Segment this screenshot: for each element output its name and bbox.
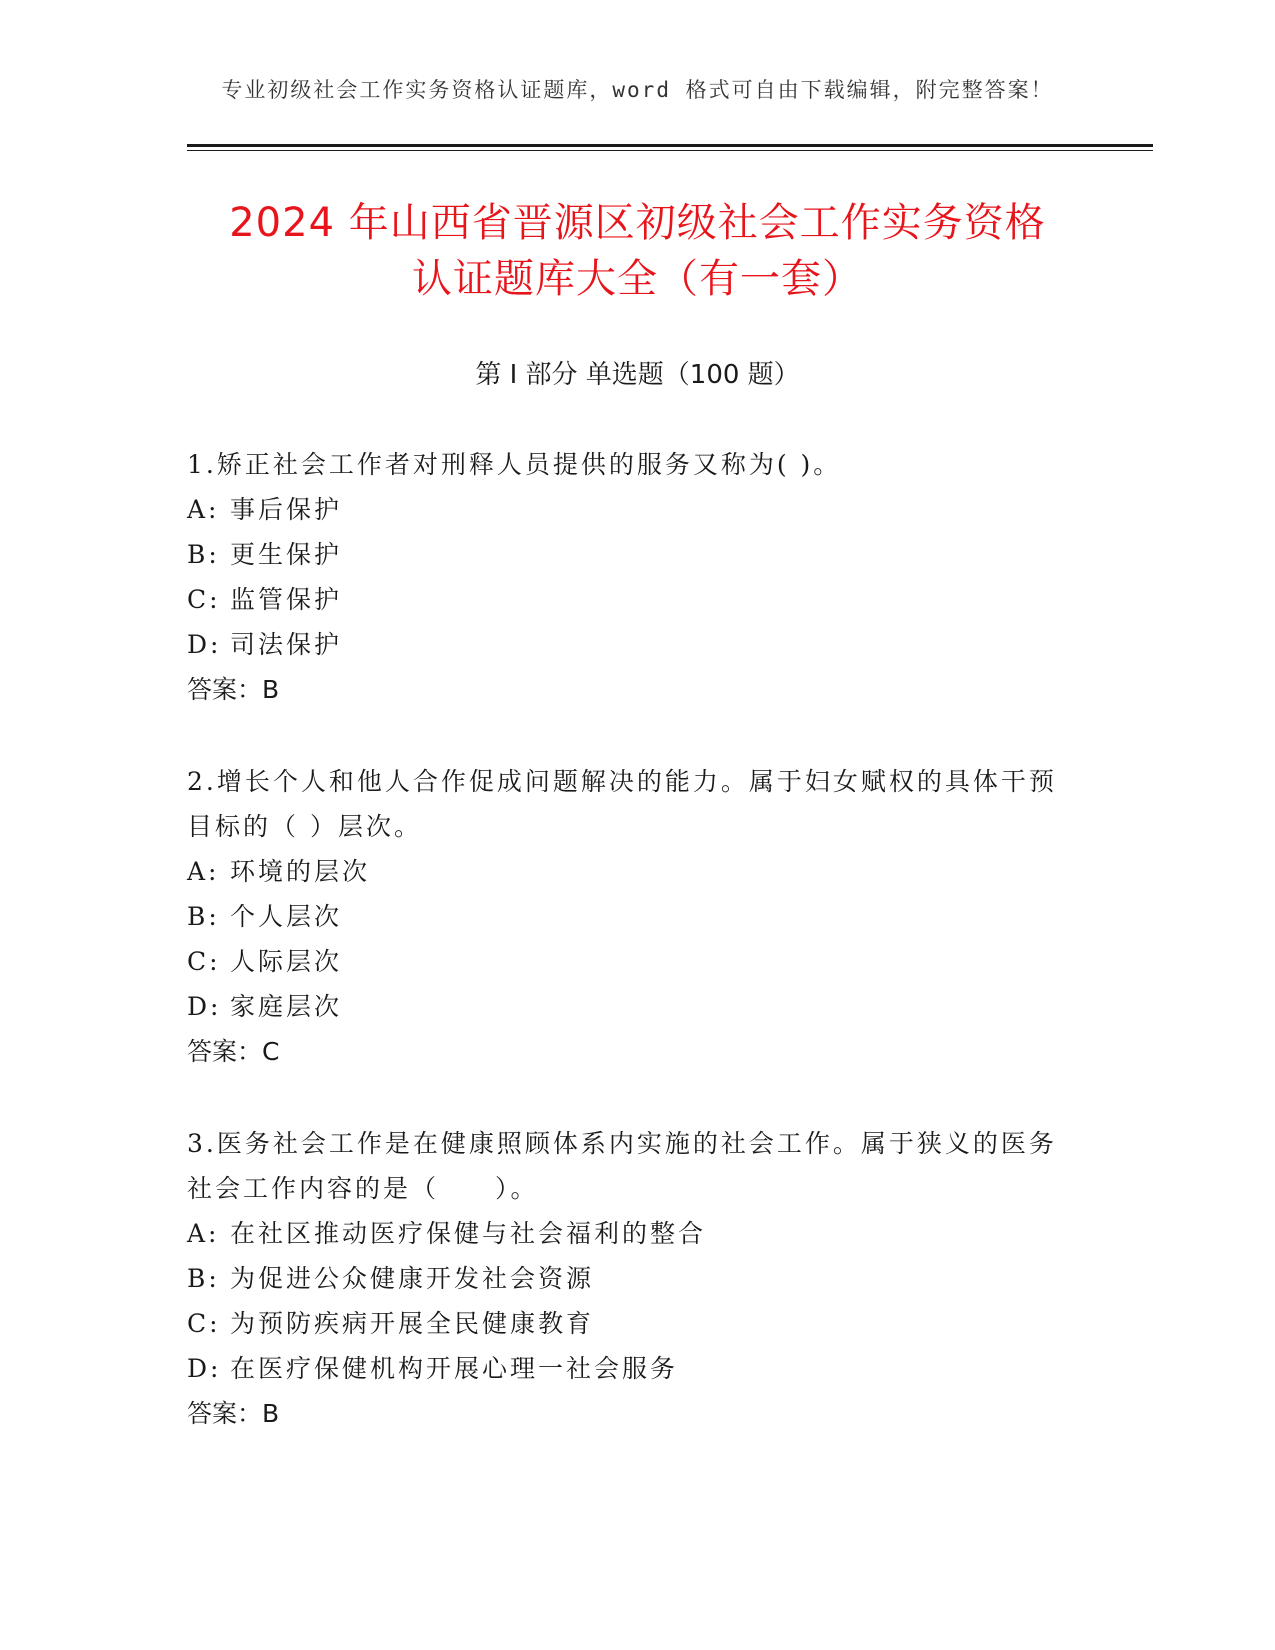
document-title-line-2: 认证题库大全（有一套） (412, 256, 863, 302)
option-key: C: (187, 1309, 221, 1338)
option-key: D: (187, 1354, 222, 1383)
option-text: 个人层次 (230, 902, 343, 931)
question-2 (187, 759, 1067, 1075)
option-d (187, 1346, 1067, 1391)
option-text: 司法保护 (230, 630, 343, 659)
option-a (187, 487, 1067, 532)
option-key: C: (187, 947, 221, 976)
option-c (187, 939, 1067, 984)
option-d (187, 984, 1067, 1029)
option-text: 更生保护 (230, 540, 343, 569)
option-a (187, 849, 1067, 894)
header-rule-thick (187, 144, 1153, 147)
question-stem: 2.增长个人和他人合作促成问题解决的能力。属于妇女赋权的具体干预目标的（ ）层次。 (187, 767, 1057, 841)
question-stem: 1.矫正社会工作者对刑释人员提供的服务又称为( )。 (187, 450, 842, 479)
document-title-line-1: 2024 年山西省晋源区初级社会工作实务资格 (229, 200, 1046, 246)
question-stem: 3.医务社会工作是在健康照顾体系内实施的社会工作。属于狭义的医务社会工作内容的是（ ）。 (187, 1129, 1057, 1203)
option-key: A: (187, 1219, 220, 1248)
option-key: B: (187, 902, 220, 931)
option-text: 在医疗保健机构开展心理一社会服务 (230, 1354, 679, 1383)
answer: 答案：C (187, 1037, 280, 1066)
option-b (187, 894, 1067, 939)
option-c (187, 1301, 1067, 1346)
answer: 答案：B (187, 1399, 280, 1428)
option-text: 人际层次 (230, 947, 343, 976)
option-text: 监管保护 (230, 585, 343, 614)
option-text: 事后保护 (230, 495, 343, 524)
document-title (150, 195, 1125, 307)
option-key: D: (187, 992, 222, 1021)
answer: 答案：B (187, 675, 280, 704)
option-text: 为预防疾病开展全民健康教育 (230, 1309, 595, 1338)
option-text: 环境的层次 (230, 857, 371, 886)
section-title: 第 I 部分 单选题（100 题） (475, 360, 800, 390)
option-text: 在社区推动医疗保健与社会福利的整合 (230, 1219, 707, 1248)
header-rule-thin (187, 150, 1153, 151)
question-1 (187, 442, 1067, 713)
question-3 (187, 1121, 1067, 1437)
option-key: B: (187, 540, 220, 569)
option-key: B: (187, 1264, 220, 1293)
option-text: 为促进公众健康开发社会资源 (230, 1264, 595, 1293)
question-list (187, 442, 1067, 1483)
option-d (187, 622, 1067, 667)
option-b (187, 1256, 1067, 1301)
option-key: A: (187, 495, 220, 524)
option-c (187, 577, 1067, 622)
option-key: A: (187, 857, 220, 886)
page-header-note: 专业初级社会工作实务资格认证题库，word 格式可自由下载编辑，附完整答案！ (221, 78, 1054, 102)
option-text: 家庭层次 (230, 992, 343, 1021)
option-key: C: (187, 585, 221, 614)
option-b (187, 532, 1067, 577)
option-key: D: (187, 630, 222, 659)
option-a (187, 1211, 1067, 1256)
